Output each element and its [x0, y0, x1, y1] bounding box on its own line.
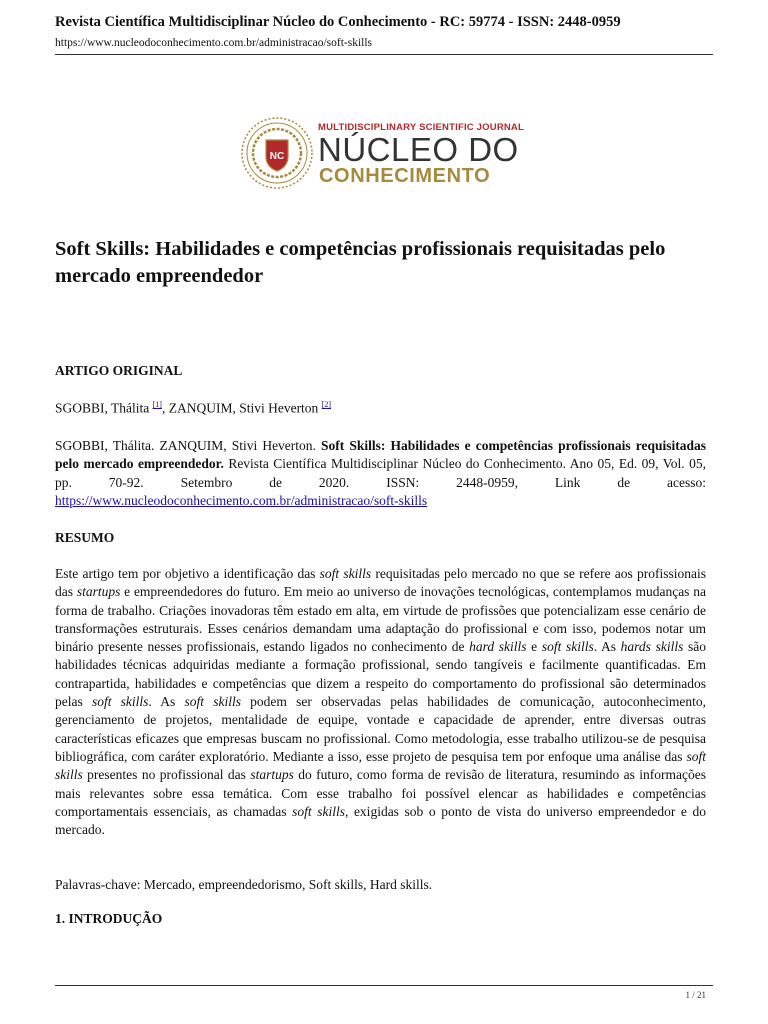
citation-title: Soft Skills: Habilidades e competências profissionais requisitadas pelo mercado empreendedor.	[55, 438, 706, 472]
footnote-ref-2[interactable]: [2]	[321, 400, 332, 409]
abstract-text: podem ser observadas pelas habilidades de comunicação, autoconhecimento, gerenciamento de projetos, mentalidade de equipe, vontade e capacidade de aprender, entre diversas outras características eficazes que empresas buscam no profissional. Como metodologia, esse trabalho utilizou-se de pesquisa bibliográfica, com caráter exploratório. Mediante a isso, esse projeto de pesquisa tem por enfoque uma análise das	[55, 694, 706, 764]
intro-heading: 1. INTRODUÇÃO	[55, 911, 163, 926]
citation-details: Revista Científica Multidisciplinar Núcleo do Conhecimento. Ano 05, Ed. 09, Vol. 05, pp. 70-92. Setembro de 2020. ISSN: 2448-0959, Link de acesso:	[55, 456, 707, 490]
abstract-paragraph	[55, 565, 706, 839]
keywords: Palavras-chave: Mercado, empreendedorismo, Soft skills, Hard skills.	[55, 877, 433, 892]
abstract-term: hard skills	[469, 639, 527, 655]
logo-name-line1: NÚCLEO DO	[318, 131, 519, 168]
abstract-term: startups	[76, 584, 121, 600]
abstract-text: do futuro, como forma de revisão de literatura, resumindo as informações mais relevantes sobre essa temática. Com esse trabalho foi possível elencar as habilidades e competências comportamentais essenciais, as chamadas	[55, 767, 706, 819]
citation-prefix: SGOBBI, Thálita. ZANQUIM, Stivi Heverton.	[55, 438, 316, 453]
abstract-text: são habilidades técnicas adquiridas mediante a formação profissional, sendo tangíveis e facilmente quantificadas. Em contrapartida, habilidades e competências que dizem a respeito do comportamento do profissional são determinados pelas	[55, 639, 706, 710]
abstract-term: startups	[250, 767, 294, 783]
abstract-term: hards skills	[620, 639, 684, 655]
journal-header-line: Revista Científica Multidisciplinar Núcleo do Conhecimento - RC: 59774 - ISSN: 2448-0959	[55, 14, 621, 30]
footnote-ref-1[interactable]: [1]	[152, 400, 162, 409]
article-type-label: ARTIGO ORIGINAL	[55, 363, 183, 378]
citation-paragraph	[55, 437, 706, 510]
citation-link[interactable]: https://www.nucleodoconhecimento.com.br/administracao/soft-skills	[55, 492, 428, 508]
abstract-text: presentes no profissional das	[82, 767, 251, 783]
abstract-term: soft skills	[541, 639, 594, 655]
abstract-text: , exigidas sob o ponto de vista do universo empreendedor e do mercado.	[55, 803, 706, 838]
seal-icon	[240, 116, 314, 190]
abstract-term: soft skills	[319, 566, 372, 581]
article-title: Soft Skills: Habilidades e competências profissionais requisitadas pelo mercado empreendedor	[55, 238, 666, 287]
abstract-term: soft skills	[292, 803, 345, 819]
journal-logo	[240, 114, 530, 194]
abstract-text: Este artigo tem por objetivo a identificação das	[55, 566, 320, 581]
abstract-term: soft skills	[184, 694, 241, 710]
abstract-text: . As	[148, 694, 185, 710]
footer-rule	[55, 985, 713, 986]
author-2: ZANQUIM, Stivi Heverton	[168, 400, 319, 416]
authors-line	[55, 400, 331, 417]
seal-text: NC	[269, 151, 285, 162]
logo-name-line2: CONHECIMENTO	[319, 165, 491, 187]
header-rule	[55, 54, 713, 55]
abstract-term: soft skills	[91, 694, 149, 710]
header-url: https://www.nucleodoconhecimento.com.br/administracao/soft-skills	[55, 37, 373, 49]
logo-tagline: MULTIDISCIPLINARY SCIENTIFIC JOURNAL	[318, 122, 524, 133]
author-separator: ,	[161, 400, 166, 416]
abstract-heading: RESUMO	[55, 530, 115, 545]
abstract-text: requisitadas pelo mercado no que se refere aos profissionais das	[55, 566, 706, 600]
abstract-text: e empreendedores do futuro. Em meio ao universo de inovações tecnológicas, contemplamos mudanças na forma de trabalho. Criações inovadoras têm estado em alta, em virtude de profissões que potencializam esse cenário de transformações estruturais. Esses cenários demandam uma adaptação do profissional e com isso, podemos notar um binário presente nesses profissionais, estando ligados no conhecimento de	[55, 584, 706, 655]
page-number: 1 / 21	[685, 990, 706, 1000]
abstract-text: e	[526, 639, 542, 655]
abstract-text: . As	[593, 639, 621, 655]
abstract-term: soft skills	[55, 748, 706, 783]
author-1: SGOBBI, Thálita	[55, 400, 150, 416]
